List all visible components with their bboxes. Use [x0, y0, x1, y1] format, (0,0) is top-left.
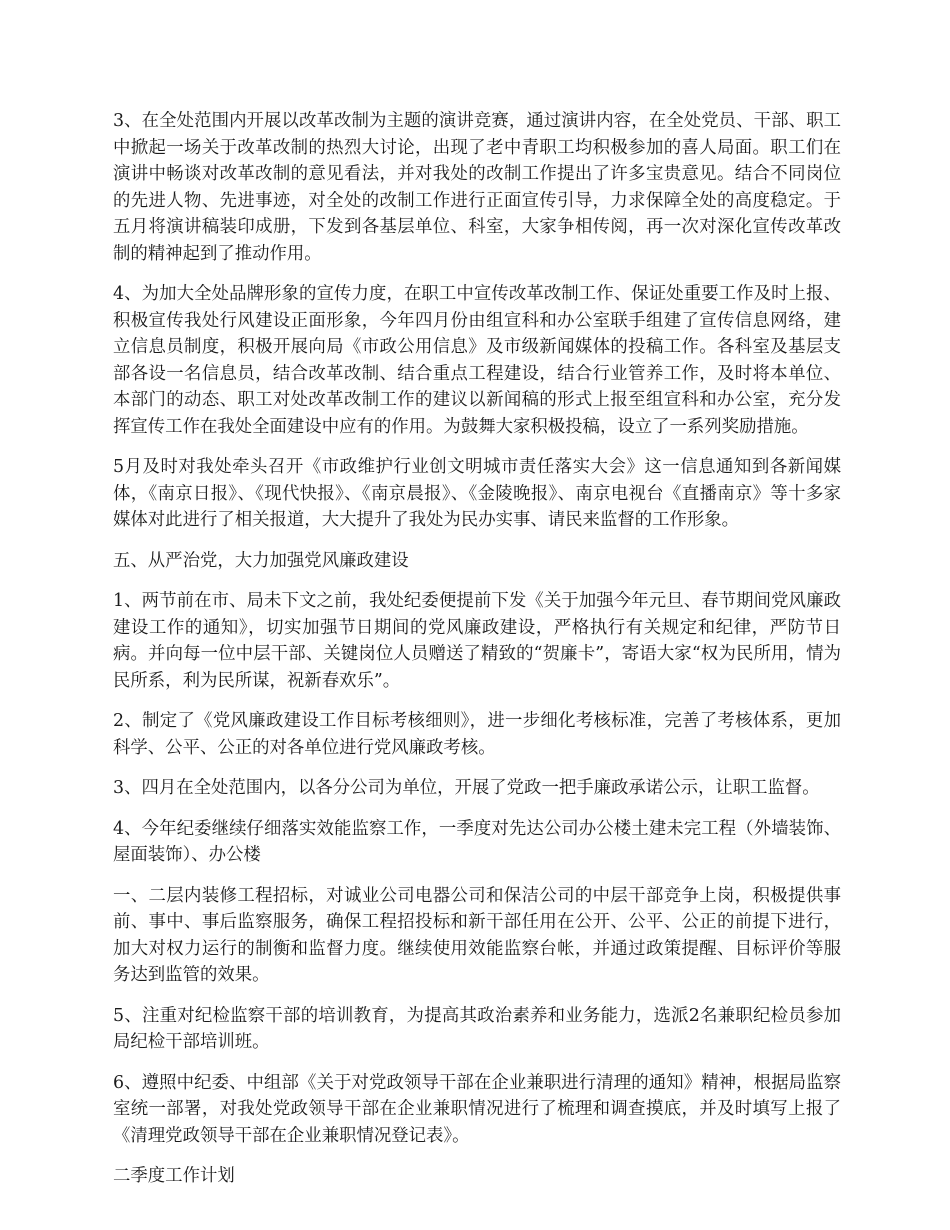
paragraph-media-coverage: 5月及时对我处牵头召开《市政维护行业创文明城市责任落实大会》这一信息通知到各新闻媒体，《南京日报》、《现代快报》、《南京晨报》、《金陵晚报》、南京电视台《直播南京》等十多家媒体对此进行了相关报道，大大提升了我处为民办实事、请民来监督的工作形象。: [113, 457, 841, 530]
paragraph-publicity-network: 4、为加大全处品牌形象的宣传力度，在职工中宣传改革改制工作、保证处重要工作及时上报、积极宣传我处行风建设正面形象，今年四月份由组宣科和办公室联手组建了宣传信息网络，建立信息员制度，积极开展向局《市政公用信息》及市级新闻媒体的投稿工作。各科室及基层支部各设一名信息员，结合改革改制、结合重点工程建设，结合行业管养工作，及时将本单位、本部门的动态、职工对处改革改制工作的建议以新闻稿的形式上报至组宣科和办公室，充分发挥宣传工作在我处全面建设中应有的作用。为鼓舞大家积极投稿，设立了一系列奖励措施。: [113, 284, 841, 437]
paragraph-part-time-cleanup: 6、遵照中纪委、中组部《关于对党政领导干部在企业兼职进行清理的通知》精神，根据局监察室统一部署，对我处党政领导干部在企业兼职情况进行了梳理和调查摸底，并及时填写上报了《清理党政领导干部在企业兼职情况登记表》。: [113, 1072, 841, 1146]
section-heading-q2-plan: 二季度工作计划: [113, 1166, 235, 1186]
paragraph-cadre-training: 5、注重对纪检监察干部的培训教育，为提高其政治素养和业务能力，选派2名兼职纪检员参加局纪检干部培训班。: [113, 1005, 841, 1052]
section-heading-party-discipline: 五、从严治党，大力加强党风廉政建设: [113, 550, 409, 571]
paragraph-efficiency-supervision: 4、今年纪委继续仔细落实效能监察工作，一季度对先达公司办公楼土建未完工程（外墙装饰、屋面装饰）、办公楼: [113, 818, 841, 865]
paragraph-renovation-bidding: 一、二层内装修工程招标，对诚业公司电器公司和保洁公司的中层干部竞争上岗，积极提供事前、事中、事后监察服务，确保工程招投标和新干部任用在公开、公平、公正的前提下进行，加大对权力运行的制衡和监督力度。继续使用效能监察台帐，并通过政策提醒、目标评价等服务达到监管的效果。: [113, 885, 841, 985]
paragraph-integrity-pledge: 3、四月在全处范围内，以各分公司为单位，开展了党政一把手廉政承诺公示，让职工监督。: [113, 778, 820, 798]
paragraph-assessment-rules: 2、制定了《党风廉政建设工作目标考核细则》，进一步细化考核标准，完善了考核体系，更加科学、公平、公正的对各单位进行党风廉政考核。: [113, 711, 841, 758]
paragraph-holiday-notice: 1、两节前在市、局未下文之前，我处纪委便提前下发《关于加强今年元旦、春节期间党风廉政建设工作的通知》，切实加强节日期间的党风廉政建设，严格执行有关规定和纪律，严防节日病。并向每一位中层干部、关键岗位人员赠送了精致的“贺廉卡”，寄语大家“权为民所用，情为民所系，利为民所谋，祝新春欢乐”。: [113, 591, 841, 691]
paragraph-speech-contest: 3、在全处范围内开展以改革改制为主题的演讲竞赛，通过演讲内容，在全处党员、干部、职工中掀起一场关于改革改制的热烈大讨论，出现了老中青职工均积极参加的喜人局面。职工们在演讲中畅谈对改革改制的意见看法，并对我处的改制工作提出了许多宝贵意见。结合不同岗位的先进人物、先进事迹，对全处的改制工作进行正面宣传引导，力求保障全处的高度稳定。于五月将演讲稿装印成册，下发到各基层单位、科室，大家争相传阅，再一次对深化宣传改革改制的精神起到了推动作用。: [113, 111, 841, 264]
document-body: [113, 108, 841, 1204]
